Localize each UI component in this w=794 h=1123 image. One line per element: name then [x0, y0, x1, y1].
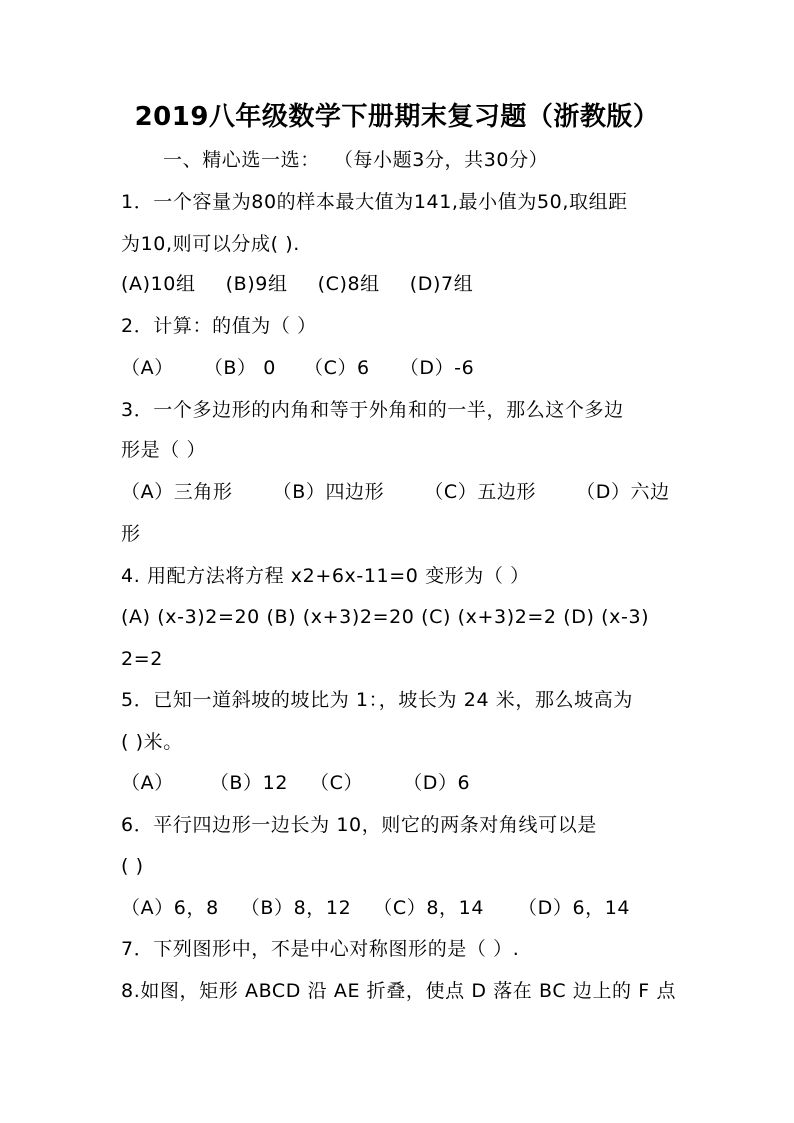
section-heading [163, 144, 548, 176]
option-a: （A） [121, 357, 174, 379]
question-1-line-1: 1．一个容量为80的样本最大值为141,最小值为50,取组距 [121, 191, 628, 213]
question-6-line-1: 6．平行四边形一边长为 10，则它的两条对角线可以是 [121, 814, 597, 836]
question-3-line-2: 形是（ ） [121, 439, 207, 461]
question-3-line-1: 3．一个多边形的内角和等于外角和的一半，那么这个多边 [121, 399, 624, 421]
option-d: (D)7组 [409, 273, 474, 295]
option-a: (A)10组 [121, 273, 196, 295]
option-c: （C）五边形 [424, 481, 537, 503]
option-c: (C)8组 [317, 273, 380, 295]
option-c: （C）6 [303, 357, 370, 379]
question-8-line-1: 8.如图，矩形 ABCD 沿 AE 折叠，使点 D 落在 BC 边上的 F 点 [121, 980, 677, 1002]
question-5-line-2: ( )米。 [121, 731, 183, 753]
option-a: （A）三角形 [121, 481, 233, 503]
question-6-options [121, 892, 630, 924]
question-6-line-2: ( ) [121, 855, 144, 877]
section-heading-note: （每小题3分，共30分） [333, 149, 549, 171]
question-5-line-1: 5．已知一道斜坡的坡比为 1：，坡长为 24 米，那么坡高为 [121, 689, 633, 711]
question-3-wrap: 形 [121, 523, 141, 545]
question-1-line-2: 为10,则可以分成( ). [121, 233, 300, 255]
option-b: （B）四边形 [272, 481, 385, 503]
option-d: （D）-6 [399, 357, 475, 379]
question-1-options [121, 268, 473, 300]
question-4-line-2: (A) (x-3)2=20 (B) (x+3)2=20 (C) (x+3)2=2 (D) (x-3) [121, 606, 650, 628]
question-5-options [121, 767, 470, 799]
question-2-options [121, 352, 474, 384]
option-d: （D）6 [403, 772, 471, 794]
section-heading-label: 一、精心选一选： [163, 149, 320, 171]
option-c: （C） [310, 772, 364, 794]
page-title: 2019八年级数学下册期末复习题（浙教版） [134, 102, 660, 132]
option-b: （B） 0 [203, 357, 276, 379]
question-7-line-1: 7．下列图形中，不是中心对称图形的是（ ）. [121, 938, 520, 960]
option-d: （D）六边 [576, 481, 670, 503]
option-c: （C）8，14 [373, 897, 485, 919]
option-d: （D）6，14 [518, 897, 631, 919]
question-3-options [121, 476, 670, 508]
option-b: （B）8，12 [240, 897, 352, 919]
option-b: (B)9组 [225, 273, 288, 295]
question-2-line-1: 2．计算：的值为（ ） [121, 315, 317, 337]
question-4-wrap: 2=2 [121, 648, 163, 670]
option-a: （A） [121, 772, 174, 794]
question-4-line-1: 4. 用配方法将方程 x2+6x-11=0 变形为（ ） [121, 565, 530, 587]
option-b: （B）12 [209, 772, 289, 794]
option-a: （A）6，8 [121, 897, 219, 919]
